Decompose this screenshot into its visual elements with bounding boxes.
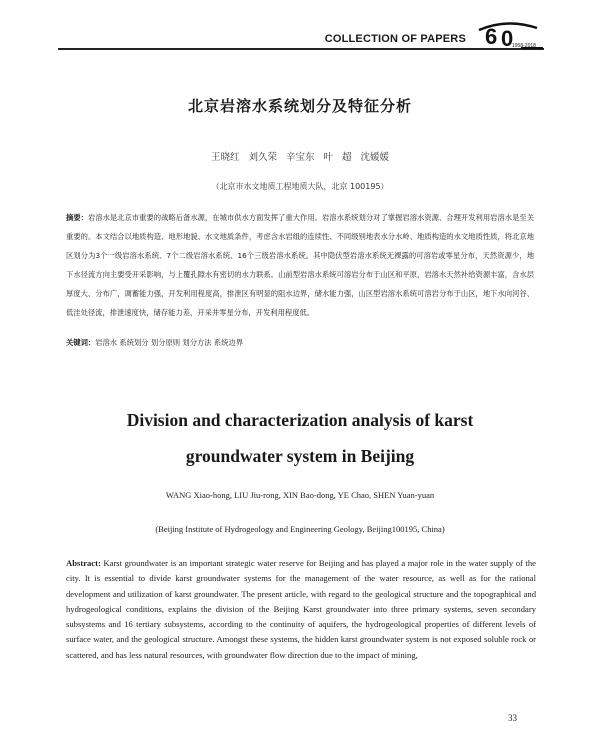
chinese-title: 北京岩溶水系统划分及特征分析 [187, 97, 412, 115]
chinese-authors: 王晓红 刘久荣 辛宝东 叶 超 沈媛媛 [210, 152, 390, 163]
chinese-keywords [66, 338, 534, 348]
english-authors: WANG Xiao-hong, LIU Jiu-rong, XIN Bao-dong, YE Chao, SHEN Yuan-yuan [165, 490, 435, 500]
chinese-abstract-label: 摘要： [66, 213, 88, 222]
svg-text:6: 6 [485, 24, 498, 49]
english-affiliation: (Beijing Institute of Hydrogeology and Engineering Geology, Beijing100195, China) [155, 524, 445, 534]
chinese-affiliation: （北京市水文地质工程地质大队，北京 100195） [211, 182, 389, 191]
chinese-keywords-label: 关键词： [66, 338, 96, 347]
chinese-keywords-text: 岩溶水 系统划分 划分原则 划分方法 系统边界 [95, 338, 244, 347]
journal-header: COLLECTION OF PAPERS [324, 33, 466, 45]
logo-year: 1958-2018 [512, 43, 536, 49]
english-abstract-text: Karst groundwater is an important strategic water reserve for Beijing and has played a major role in the water supply of the city. It is essential to divide karst groundwater systems for the management of the water resource, as well as for the rational development and utilization of karst groundwater. The present article, with regard to the geological structure and the topographical and hydrogeological conditions, explains the division of the Beijing Karst groundwater into three primary systems, seven secondary subsystems and 16 tertiary subsystems, according to the continuity of aquifers, the hydrogeological properties of different levels of surface water, and the geological structure. Amongst these systems, the hidden karst groundwater system is not exposed soluble rock or scattered, and has less natural resources, with groundwater flow direction due to the impact of mining, [66, 558, 536, 660]
header-rule [58, 48, 544, 50]
chinese-abstract [66, 208, 534, 322]
english-abstract-label: Abstract: [66, 558, 101, 568]
chinese-abstract-text: 岩溶水是北京市重要的战略后备水源，在城市供水方面发挥了重大作用。岩溶水系统划分对了掌握岩溶水资源、合理开发利用岩溶水是至关重要的。本文结合以地质构造、地形地貌、水文地质条件，考虑含水岩组的连续性、不同级别地表水分水岭、地质构造的水文地质性质，将北京地区划分为3个一级岩溶水系统、7个二级岩溶水系统、16个三级岩溶水系统。其中隐伏型岩溶水系统无裸露的可溶岩或零星分布，天然资源少，地下水径流方向主要受开采影响，与上覆孔隙水有密切的水力联系。山前型岩溶水系统可溶岩分布于山区和平原，岩溶水天然补给资源丰富，含水层厚度大、分布广，调蓄能力强，开发利用程度高，排泄区有明显的阻水边界，储水能力强，山区型岩溶水系统可溶岩分布于山区，地下水向河谷、低洼处径流，排泄速度快，储存能力差，开采井零星分布，开发利用程度低。 [66, 213, 535, 317]
english-title: Division and characterization analysis of karst groundwater system in Beijing [126, 410, 474, 466]
english-abstract [66, 556, 536, 663]
svg-text:0: 0 [501, 26, 514, 51]
page-number: 33 [508, 713, 517, 723]
